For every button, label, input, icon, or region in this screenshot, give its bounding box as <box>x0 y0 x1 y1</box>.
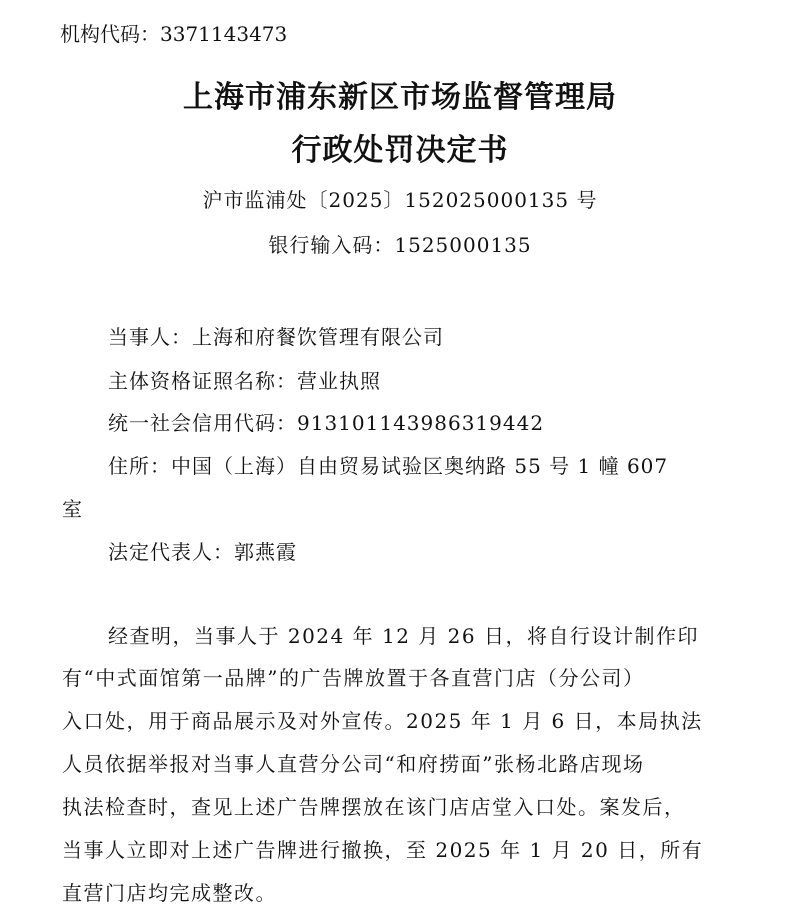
credit-code: 统一社会信用代码：91310114398631944​2 <box>108 411 545 435</box>
bank-input-code: 银行输入码：1525000135 <box>268 233 532 257</box>
legal-representative: 法定代表人：郭燕霞 <box>108 540 297 564</box>
org-code: 机构代码：3371143473 <box>60 22 288 46</box>
page-title: 上海市浦东新区市场监督管理局 <box>183 80 617 115</box>
paragraph-line: 当事人立即对上述广告牌进行撤换，至 2025 年 1 月 20 日，所有 <box>62 838 704 862</box>
certificate-name: 主体资格证照名称：营业执照 <box>108 369 381 393</box>
paragraph-line: 入口处，用于商品展示及对外宣传。2025 年 1 月 6 日，本局执法 <box>62 709 703 733</box>
paragraph-line: 经查明，当事人于 2024 年 12 月 26 日，将自行设计制作印 <box>108 624 699 648</box>
paragraph-line: 执法检查时，查见上述广告牌摆放在该门店店堂入口处。案发后， <box>62 795 686 819</box>
paragraph-line: 直营门店均完成整改。 <box>62 881 277 905</box>
address-line-2: 室 <box>62 497 83 521</box>
party-name: 当事人：上海和府餐饮管理有限公司 <box>108 325 444 349</box>
document-number: 沪市监浦处〔2025〕152025000135 号 <box>202 188 598 212</box>
paragraph-line: 人员依据举报对当事人直营分公司“和府捞面”张杨北路店现场 <box>62 752 645 776</box>
page-subtitle: 行政处罚决定书 <box>291 133 509 168</box>
address-line-1: 住所：中国（上海）自由贸易试验区奥纳路 55 号 1 幢 607 <box>108 454 669 478</box>
paragraph-line: 有“中式面馆第一品牌”的广告牌放置于各直营门店（分公司） <box>62 666 645 690</box>
